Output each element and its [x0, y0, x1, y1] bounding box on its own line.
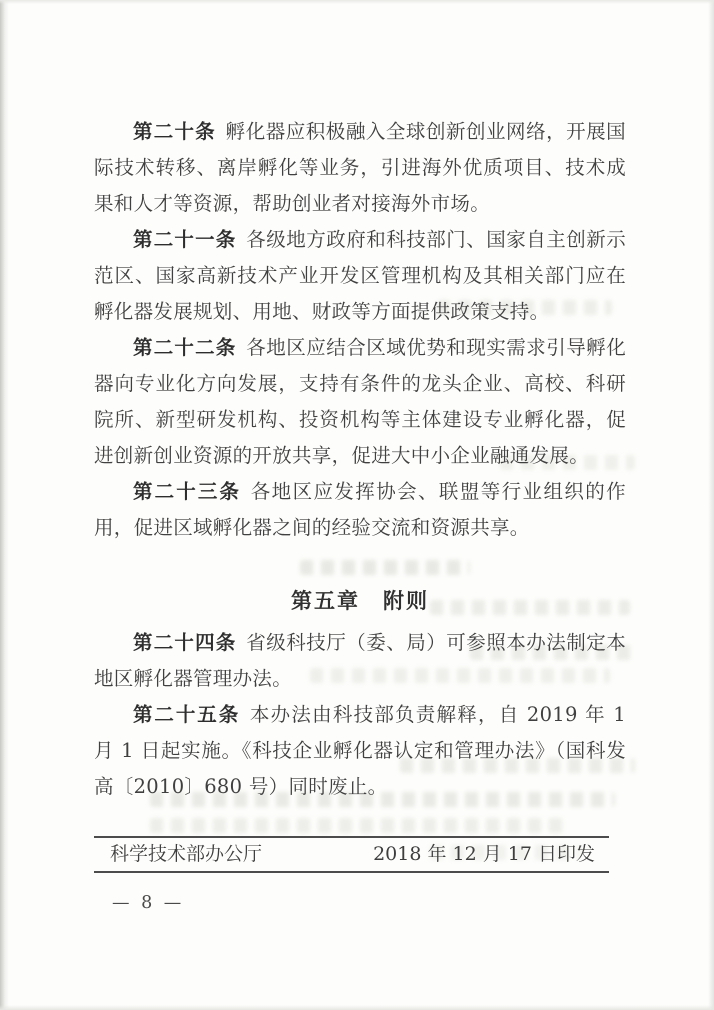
print-date: 2018 年 12 月 17 日印发	[373, 843, 595, 865]
article-text: 孵化器应积极融入全球创新创业网络，开展国际技术转移、离岸孵化等业务，引进海外优质项目、技术成果和人才等资源，帮助创业者对接海外市场。	[94, 120, 626, 215]
chapter-heading: 第五章 附则	[291, 589, 429, 613]
article-number: 第二十条	[133, 120, 216, 143]
article-paragraph	[94, 474, 626, 546]
scan-edge-bottom	[0, 1005, 714, 1010]
article-text: 本办法由科技部负责解释，自 2019 年 1 月 1 日起实施。《科技企业孵化器认定和管理办法》（国科发高〔2010〕680 号）同时废止。	[94, 703, 626, 798]
scan-edge-top	[0, 0, 714, 4]
scan-edge-left	[0, 0, 9, 1010]
article-paragraph	[94, 222, 626, 330]
colophon-footer	[94, 836, 609, 873]
article-paragraph	[94, 697, 626, 805]
article-number: 第二十三条	[133, 480, 242, 503]
article-paragraph	[94, 625, 626, 697]
article-number: 第二十二条	[133, 336, 237, 359]
article-text: 各地区应发挥协会、联盟等行业组织的作用，促进区域孵化器之间的经验交流和资源共享。	[94, 480, 626, 539]
document-body	[94, 114, 626, 913]
article-text: 省级科技厅（委、局）可参照本办法制定本地区孵化器管理办法。	[94, 631, 626, 690]
article-text: 各地区应结合区域优势和现实需求引导孵化器向专业化方向发展，支持有条件的龙头企业、高校、科研院所、新型研发机构、投资机构等主体建设专业孵化器，促进创新创业资源的开放共享，促进大中小企业融通发展。	[94, 336, 626, 467]
article-number: 第二十一条	[133, 228, 237, 251]
scan-edge-right	[708, 0, 714, 1010]
article-text: 各级地方政府和科技部门、国家自主创新示范区、国家高新技术产业开发区管理机构及其相关部门应在孵化器发展规划、用地、财政等方面提供政策支持。	[94, 228, 626, 323]
article-number: 第二十四条	[133, 631, 237, 654]
article-paragraph	[94, 114, 626, 222]
article-number: 第二十五条	[133, 703, 241, 726]
issuing-office: 科学技术部办公厅	[110, 843, 263, 865]
article-paragraph	[94, 330, 626, 474]
page-number: — 8 —	[112, 893, 185, 913]
